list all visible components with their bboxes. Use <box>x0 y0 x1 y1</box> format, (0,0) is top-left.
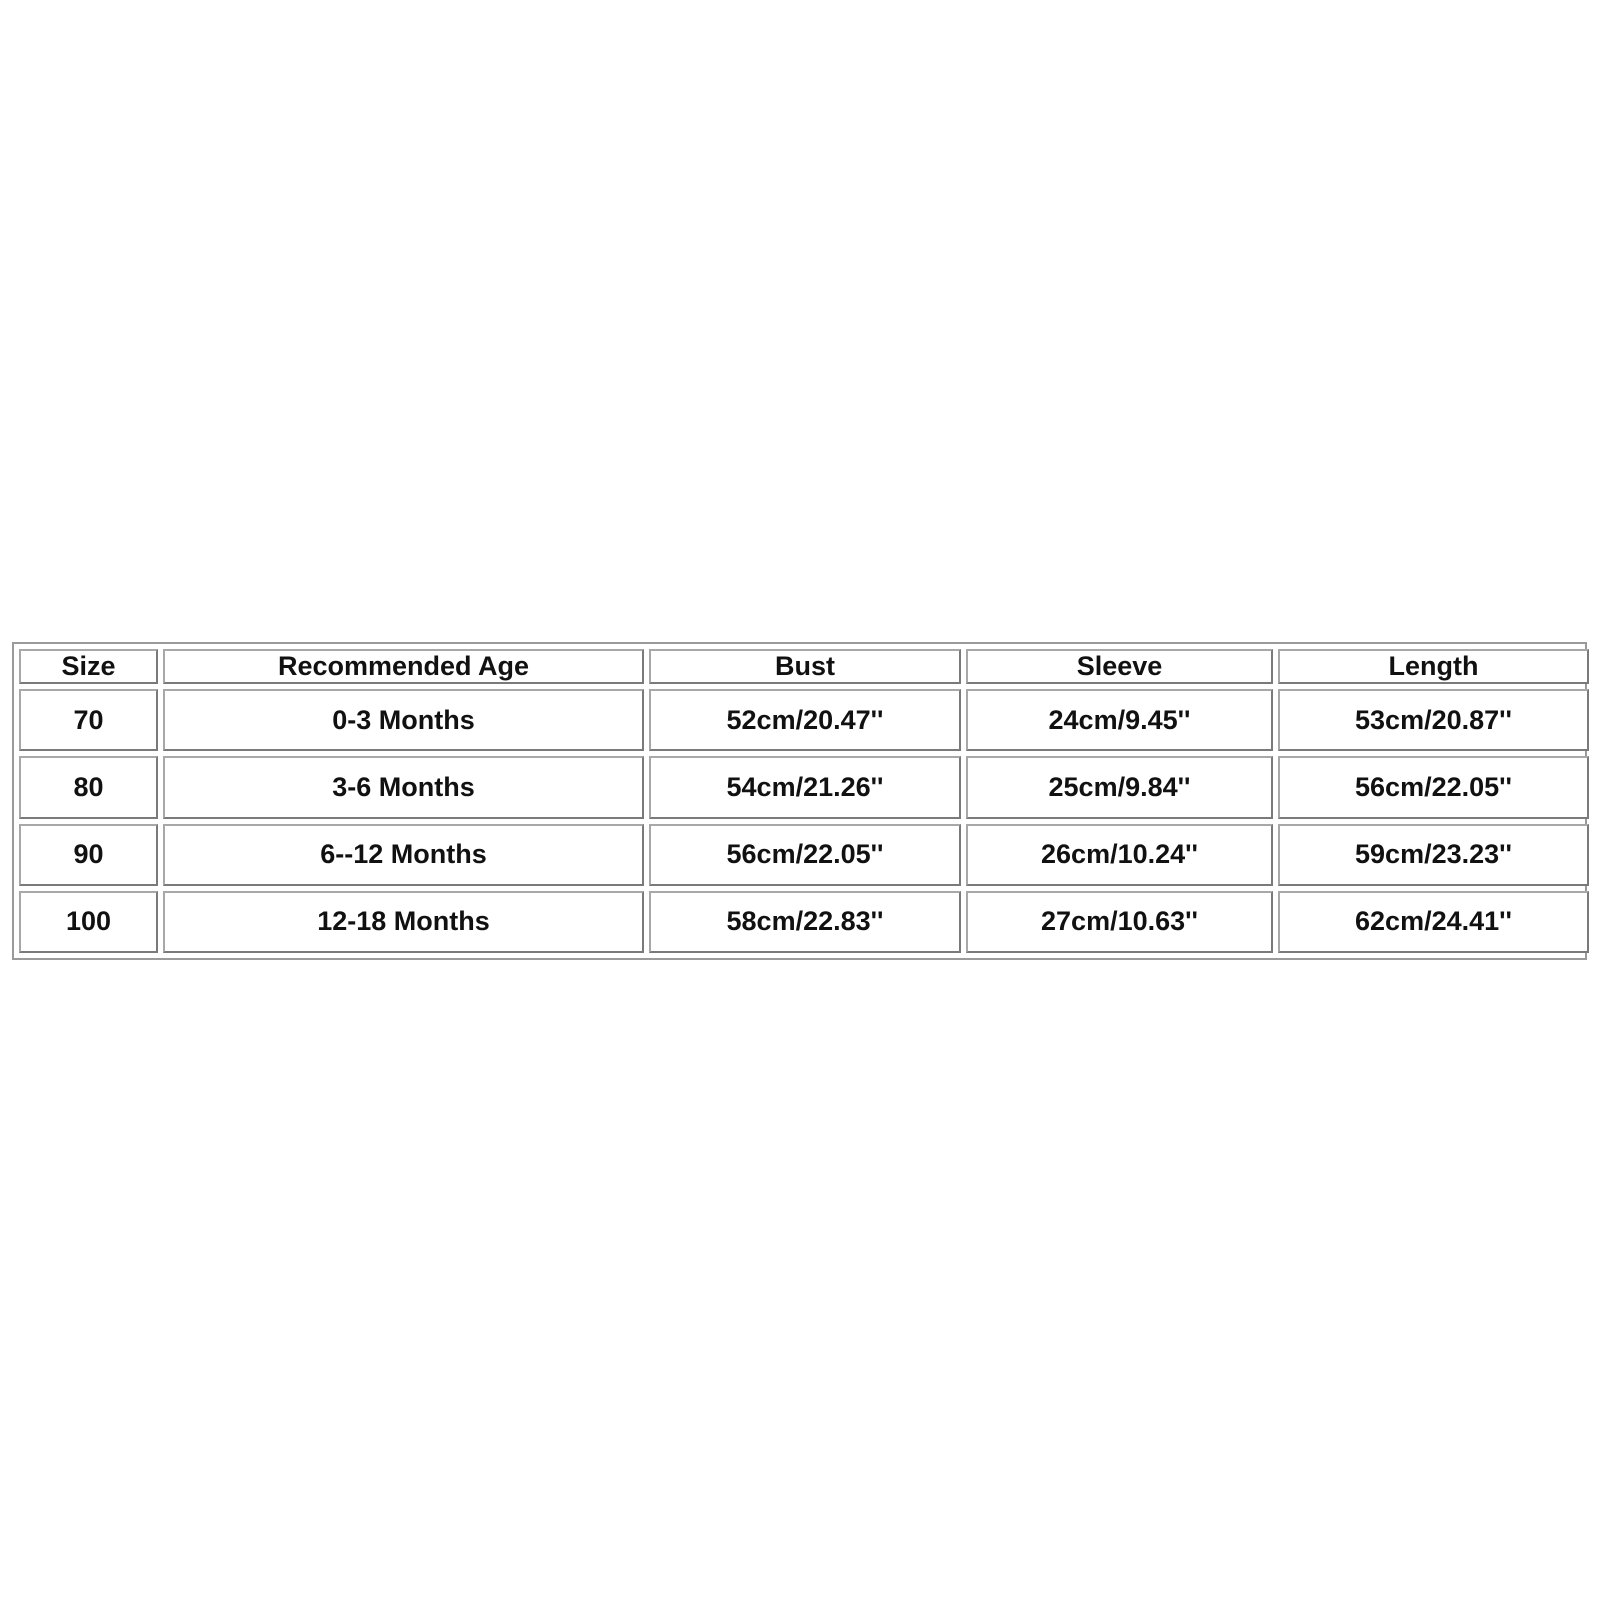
cell-bust: 52cm/20.47'' <box>649 689 961 751</box>
cell-recommended-age: 3-6 Months <box>163 756 644 818</box>
cell-sleeve: 26cm/10.24'' <box>966 824 1273 886</box>
header-bust: Bust <box>649 649 961 684</box>
cell-sleeve: 27cm/10.63'' <box>966 891 1273 953</box>
table-row <box>19 891 1589 953</box>
size-chart-table <box>14 644 1594 958</box>
header-length: Length <box>1278 649 1589 684</box>
cell-size: 70 <box>19 689 158 751</box>
cell-length: 62cm/24.41'' <box>1278 891 1589 953</box>
cell-size: 100 <box>19 891 158 953</box>
cell-recommended-age: 6--12 Months <box>163 824 644 886</box>
cell-sleeve: 25cm/9.84'' <box>966 756 1273 818</box>
table-row <box>19 756 1589 818</box>
cell-bust: 54cm/21.26'' <box>649 756 961 818</box>
cell-length: 56cm/22.05'' <box>1278 756 1589 818</box>
header-size: Size <box>19 649 158 684</box>
cell-size: 90 <box>19 824 158 886</box>
header-recommended-age: Recommended Age <box>163 649 644 684</box>
cell-length: 53cm/20.87'' <box>1278 689 1589 751</box>
cell-bust: 58cm/22.83'' <box>649 891 961 953</box>
cell-recommended-age: 12-18 Months <box>163 891 644 953</box>
cell-sleeve: 24cm/9.45'' <box>966 689 1273 751</box>
table-row <box>19 824 1589 886</box>
cell-length: 59cm/23.23'' <box>1278 824 1589 886</box>
size-chart-container <box>12 642 1587 960</box>
header-sleeve: Sleeve <box>966 649 1273 684</box>
cell-recommended-age: 0-3 Months <box>163 689 644 751</box>
cell-bust: 56cm/22.05'' <box>649 824 961 886</box>
cell-size: 80 <box>19 756 158 818</box>
table-row <box>19 689 1589 751</box>
header-row <box>19 649 1589 684</box>
